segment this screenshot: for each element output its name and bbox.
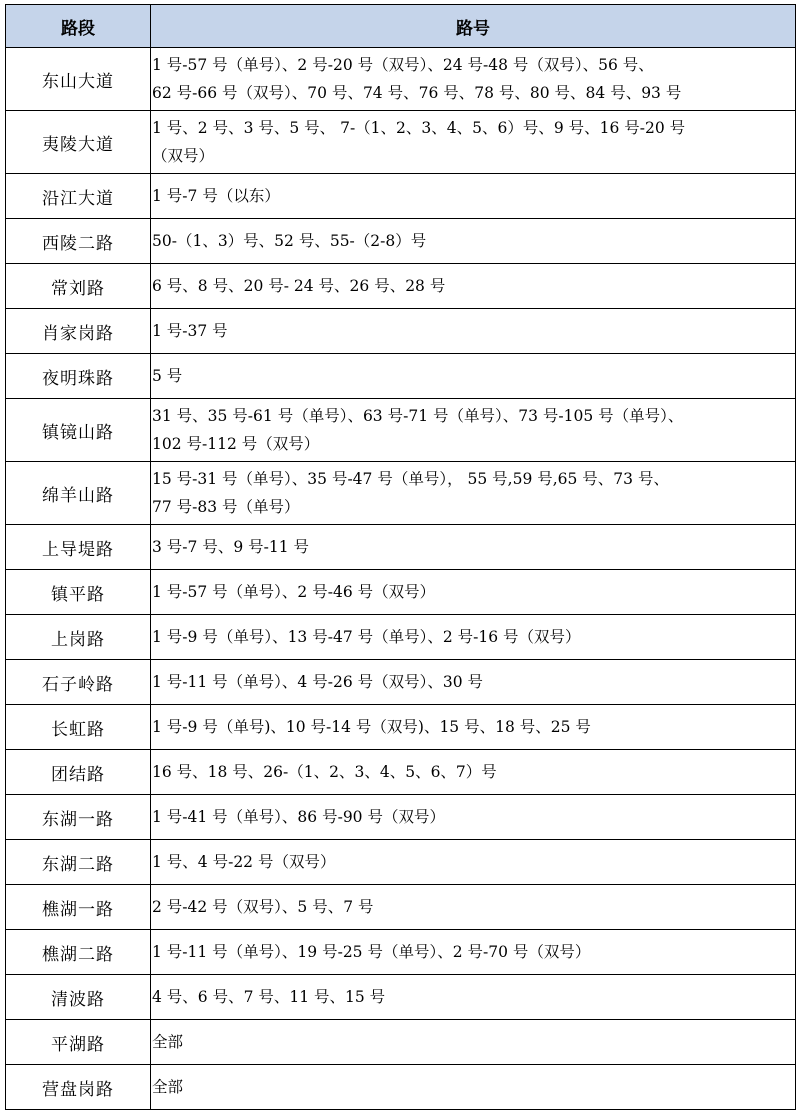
table-row: [6, 48, 796, 111]
road-number-line: 1 号-37 号: [152, 322, 228, 340]
road-number-line: 1 号-41 号（单号）、86 号-90 号（双号）: [152, 808, 445, 826]
table-row: [6, 615, 796, 660]
road-section-cell: 肖家岗路: [6, 309, 151, 354]
road-number-cell: [151, 219, 796, 264]
header-road-section: 路段: [6, 5, 151, 48]
road-section-cell: 营盘岗路: [6, 1065, 151, 1110]
road-number-cell: [151, 570, 796, 615]
road-section-cell: 镇平路: [6, 570, 151, 615]
road-number-line: 1 号-57 号（单号）、2 号-46 号（双号）: [152, 583, 436, 601]
table-row: [6, 1020, 796, 1065]
road-number-cell: [151, 1020, 796, 1065]
road-section-cell: 东湖二路: [6, 840, 151, 885]
road-number-line: 6 号、8 号、20 号- 24 号、26 号、28 号: [152, 277, 446, 295]
road-number-cell: [151, 174, 796, 219]
header-row: [6, 5, 796, 48]
road-number-line: 77 号-83 号（单号）: [152, 498, 300, 516]
road-section-cell: 夜明珠路: [6, 354, 151, 399]
table-row: [6, 705, 796, 750]
road-number-cell: [151, 309, 796, 354]
road-number-line: 1 号-9 号（单号）、13 号-47 号（单号）、2 号-16 号（双号）: [152, 628, 581, 646]
road-section-cell: 樵湖二路: [6, 930, 151, 975]
road-number-line: 2 号-42 号（双号）、5 号、7 号: [152, 898, 374, 916]
road-section-cell: 团结路: [6, 750, 151, 795]
road-section-cell: 常刘路: [6, 264, 151, 309]
road-number-cell: [151, 840, 796, 885]
road-number-cell: [151, 705, 796, 750]
road-section-cell: 上导堤路: [6, 525, 151, 570]
table-row: [6, 750, 796, 795]
table-row: [6, 975, 796, 1020]
road-number-line: 5 号: [152, 367, 183, 385]
road-number-cell: [151, 525, 796, 570]
road-section-cell: 石子岭路: [6, 660, 151, 705]
table-row: [6, 840, 796, 885]
road-number-cell: [151, 111, 796, 174]
road-number-cell: [151, 462, 796, 525]
road-section-cell: 东山大道: [6, 48, 151, 111]
road-number-line: 1 号、4 号-22 号（双号）: [152, 853, 336, 871]
road-number-cell: [151, 975, 796, 1020]
table-row: [6, 570, 796, 615]
table-row: [6, 885, 796, 930]
road-number-line: 1 号-9 号（单号)、10 号-14 号（双号)、15 号、18 号、25 号: [152, 718, 591, 736]
road-number-line: 50-（1、3）号、52 号、55-（2-8）号: [152, 232, 427, 250]
road-number-line: 1 号、2 号、3 号、5 号、 7-（1、2、3、4、5、6）号、9 号、16 号-20 号: [152, 119, 686, 137]
road-number-line: 16 号、18 号、26-（1、2、3、4、5、6、7）号: [152, 763, 497, 781]
table-row: [6, 354, 796, 399]
road-number-line: 4 号、6 号、7 号、11 号、15 号: [152, 988, 386, 1006]
table-row: [6, 219, 796, 264]
table-row: [6, 462, 796, 525]
road-number-line: 全部: [152, 1033, 184, 1051]
road-section-cell: 上岗路: [6, 615, 151, 660]
road-section-cell: 沿江大道: [6, 174, 151, 219]
road-number-cell: [151, 264, 796, 309]
table-row: [6, 525, 796, 570]
road-section-cell: 平湖路: [6, 1020, 151, 1065]
road-number-line: 1 号-11 号（单号）、19 号-25 号（单号）、2 号-70 号（双号）: [152, 943, 591, 961]
road-number-cell: [151, 885, 796, 930]
road-section-cell: 镇镜山路: [6, 399, 151, 462]
road-number-line: 31 号、35 号-61 号（单号）、63 号-71 号（单号）、73 号-105 号（单号）、: [152, 407, 684, 425]
road-number-line: 1 号-7 号（以东）: [152, 187, 280, 205]
header-road-number: 路号: [151, 5, 796, 48]
table-row: [6, 111, 796, 174]
road-number-cell: [151, 930, 796, 975]
table-row: [6, 1065, 796, 1110]
road-number-line: 3 号-7 号、9 号-11 号: [152, 538, 309, 556]
table-row: [6, 660, 796, 705]
road-number-cell: [151, 660, 796, 705]
table-row: [6, 399, 796, 462]
road-number-cell: [151, 399, 796, 462]
road-number-line: 1 号-11 号（单号）、4 号-26 号（双号）、30 号: [152, 673, 484, 691]
road-number-line: 15 号-31 号（单号）、35 号-47 号（单号）， 55 号,59 号,65 号、73 号、: [152, 470, 669, 488]
road-section-cell: 西陵二路: [6, 219, 151, 264]
road-section-cell: 樵湖一路: [6, 885, 151, 930]
road-number-cell: [151, 795, 796, 840]
road-section-cell: 东湖一路: [6, 795, 151, 840]
road-section-cell: 夷陵大道: [6, 111, 151, 174]
table-row: [6, 264, 796, 309]
road-number-cell: [151, 354, 796, 399]
road-number-cell: [151, 615, 796, 660]
table-row: [6, 174, 796, 219]
road-section-cell: 绵羊山路: [6, 462, 151, 525]
road-number-line: （双号）: [152, 147, 215, 165]
road-number-cell: [151, 750, 796, 795]
table-body: [6, 48, 796, 1110]
road-number-line: 102 号-112 号（双号）: [152, 435, 320, 453]
table-row: [6, 309, 796, 354]
road-section-cell: 清波路: [6, 975, 151, 1020]
road-number-cell: [151, 48, 796, 111]
road-number-cell: [151, 1065, 796, 1110]
table-row: [6, 930, 796, 975]
road-number-table: [5, 4, 796, 1110]
road-number-line: 1 号-57 号（单号）、2 号-20 号（双号）、24 号-48 号（双号）、56 号、: [152, 56, 654, 74]
table-row: [6, 795, 796, 840]
road-number-line: 全部: [152, 1078, 184, 1096]
road-section-cell: 长虹路: [6, 705, 151, 750]
road-number-line: 62 号-66 号（双号）、70 号、74 号、76 号、78 号、80 号、84 号、93 号: [152, 84, 682, 102]
